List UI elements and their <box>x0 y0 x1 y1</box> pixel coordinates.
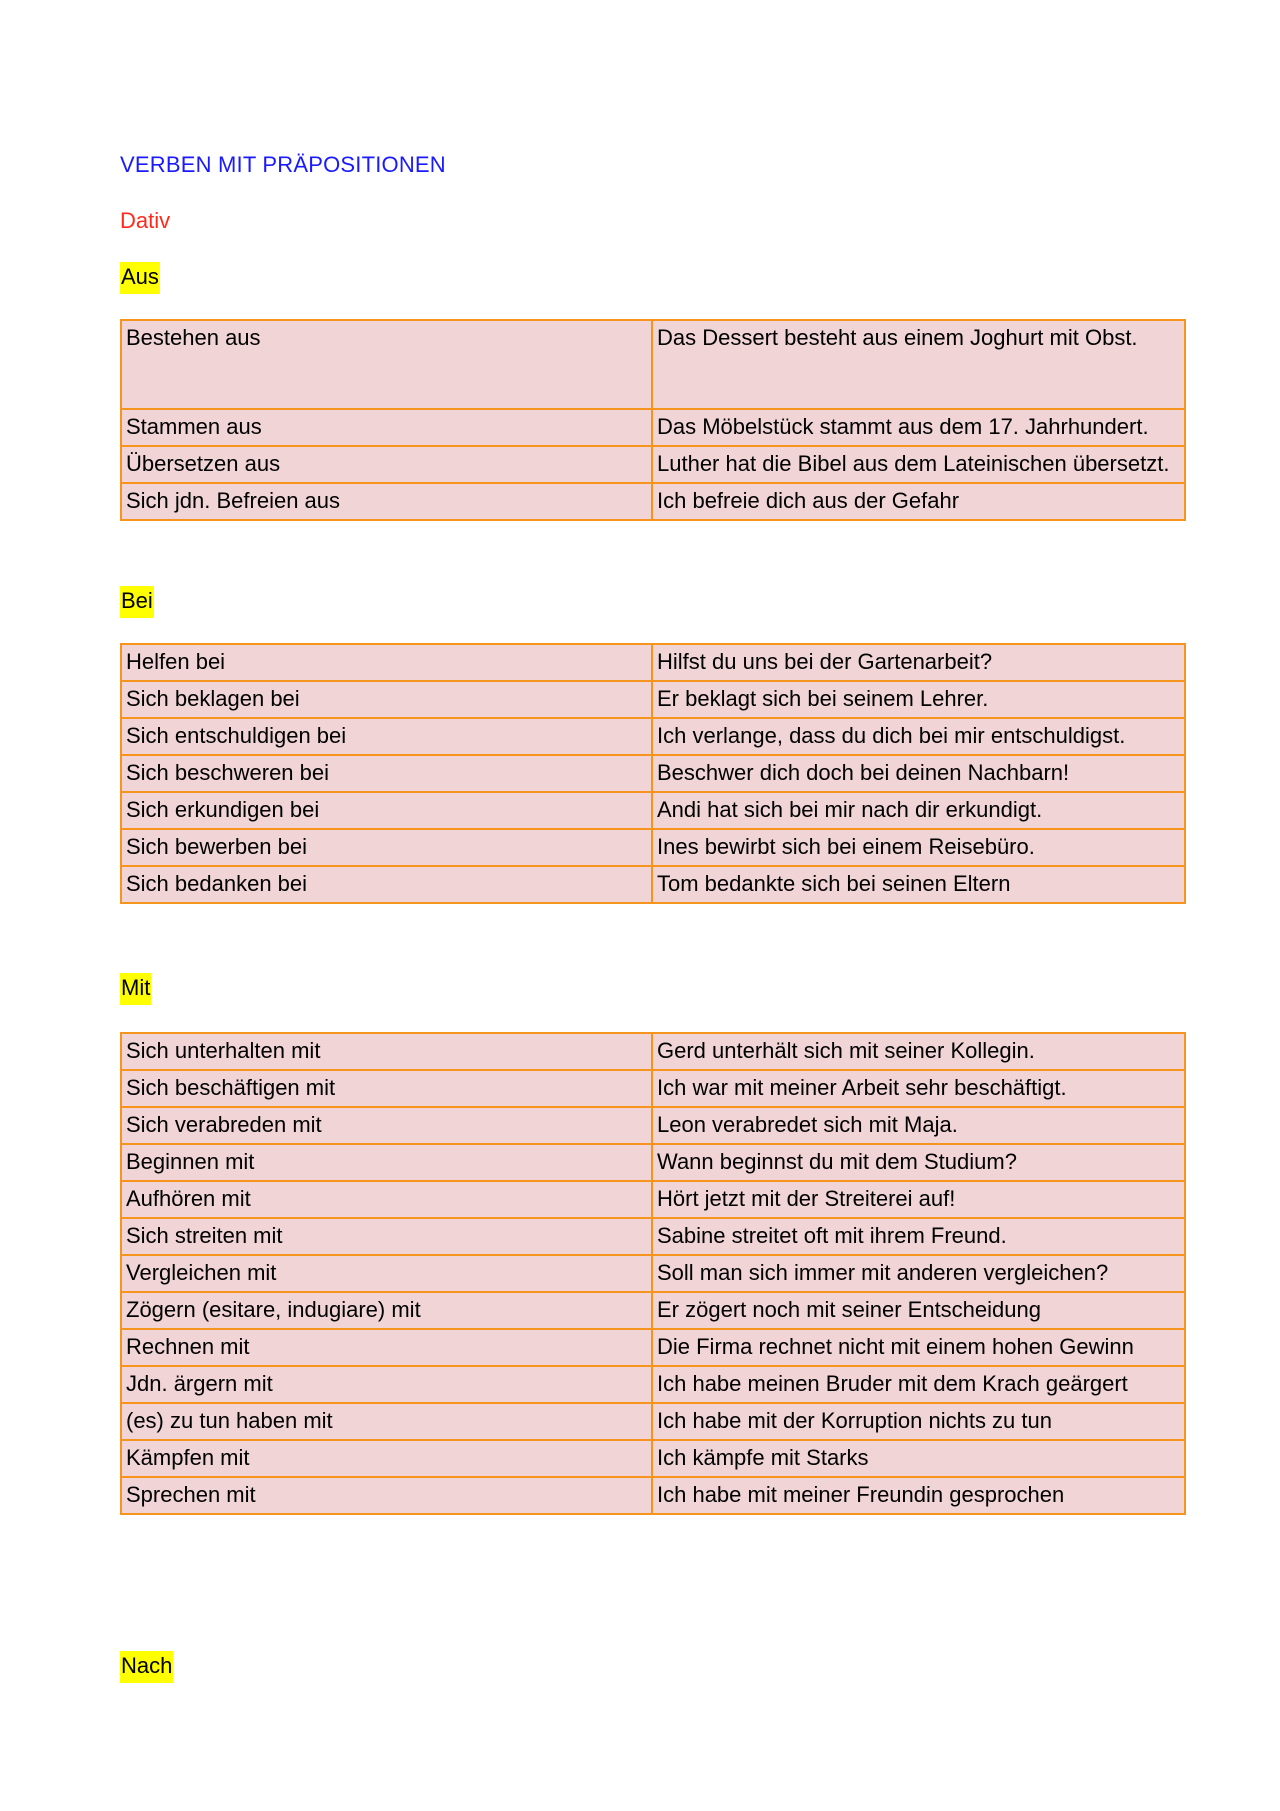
verb-cell: Sich beschweren bei <box>121 755 652 792</box>
table-row <box>121 409 1185 446</box>
table-row <box>121 718 1185 755</box>
table-row <box>121 681 1185 718</box>
verb-cell: Zögern (esitare, indugiare) mit <box>121 1292 652 1329</box>
verb-cell: Aufhören mit <box>121 1181 652 1218</box>
verb-cell: Übersetzen aus <box>121 446 652 483</box>
example-cell: Andi hat sich bei mir nach dir erkundigt. <box>652 792 1185 829</box>
table-row <box>121 1070 1185 1107</box>
page-title: VERBEN MIT PRÄPOSITIONEN <box>120 152 446 177</box>
table-row <box>121 1255 1185 1292</box>
example-cell: Ich habe mit meiner Freundin gesprochen <box>652 1477 1185 1514</box>
example-cell: Ines bewirbt sich bei einem Reisebüro. <box>652 829 1185 866</box>
example-cell: Sabine streitet oft mit ihrem Freund. <box>652 1218 1185 1255</box>
example-cell: Wann beginnst du mit dem Studium? <box>652 1144 1185 1181</box>
example-cell: Ich kämpfe mit Starks <box>652 1440 1185 1477</box>
verb-cell: Sich bedanken bei <box>121 866 652 903</box>
verb-cell: Sich verabreden mit <box>121 1107 652 1144</box>
case-label: Dativ <box>120 208 171 233</box>
example-cell: Leon verabredet sich mit Maja. <box>652 1107 1185 1144</box>
table-row <box>121 829 1185 866</box>
table-row <box>121 1329 1185 1366</box>
example-cell: Soll man sich immer mit anderen vergleichen? <box>652 1255 1185 1292</box>
example-cell: Das Dessert besteht aus einem Joghurt mit Obst. <box>652 320 1185 409</box>
section-heading-bei: Bei <box>120 586 154 618</box>
table-row <box>121 644 1185 681</box>
section-heading-mit: Mit <box>120 973 151 1005</box>
verb-cell: Stammen aus <box>121 409 652 446</box>
example-cell: Beschwer dich doch bei deinen Nachbarn! <box>652 755 1185 792</box>
example-cell: Tom bedankte sich bei seinen Eltern <box>652 866 1185 903</box>
verb-cell: Sich jdn. Befreien aus <box>121 483 652 520</box>
example-cell: Luther hat die Bibel aus dem Lateinischen übersetzt. <box>652 446 1185 483</box>
verb-table-bei <box>120 643 1186 904</box>
verb-cell: Rechnen mit <box>121 1329 652 1366</box>
table-row <box>121 1033 1185 1070</box>
table-row <box>121 755 1185 792</box>
table-row <box>121 866 1185 903</box>
verb-cell: Sich bewerben bei <box>121 829 652 866</box>
table-row <box>121 446 1185 483</box>
example-cell: Ich war mit meiner Arbeit sehr beschäftigt. <box>652 1070 1185 1107</box>
example-cell: Hört jetzt mit der Streiterei auf! <box>652 1181 1185 1218</box>
table-row <box>121 1144 1185 1181</box>
verb-cell: Sich entschuldigen bei <box>121 718 652 755</box>
table-row <box>121 1403 1185 1440</box>
example-cell: Ich befreie dich aus der Gefahr <box>652 483 1185 520</box>
table-row <box>121 1292 1185 1329</box>
verb-cell: Kämpfen mit <box>121 1440 652 1477</box>
verb-cell: Sich beschäftigen mit <box>121 1070 652 1107</box>
table-row <box>121 320 1185 409</box>
example-cell: Gerd unterhält sich mit seiner Kollegin. <box>652 1033 1185 1070</box>
table-row <box>121 1218 1185 1255</box>
example-cell: Er beklagt sich bei seinem Lehrer. <box>652 681 1185 718</box>
table-row <box>121 792 1185 829</box>
verb-cell: Sprechen mit <box>121 1477 652 1514</box>
example-cell: Ich verlange, dass du dich bei mir entschuldigst. <box>652 718 1185 755</box>
example-cell: Ich habe meinen Bruder mit dem Krach geärgert <box>652 1366 1185 1403</box>
verb-cell: Sich erkundigen bei <box>121 792 652 829</box>
verb-cell: Jdn. ärgern mit <box>121 1366 652 1403</box>
verb-table-mit <box>120 1032 1186 1515</box>
verb-cell: Sich unterhalten mit <box>121 1033 652 1070</box>
table-row <box>121 1440 1185 1477</box>
example-cell: Er zögert noch mit seiner Entscheidung <box>652 1292 1185 1329</box>
section-heading-nach: Nach <box>120 1651 173 1683</box>
verb-cell: (es) zu tun haben mit <box>121 1403 652 1440</box>
verb-cell: Helfen bei <box>121 644 652 681</box>
example-cell: Das Möbelstück stammt aus dem 17. Jahrhundert. <box>652 409 1185 446</box>
section-heading-aus: Aus <box>120 262 160 294</box>
example-cell: Hilfst du uns bei der Gartenarbeit? <box>652 644 1185 681</box>
table-row <box>121 1181 1185 1218</box>
table-row <box>121 1107 1185 1144</box>
example-cell: Ich habe mit der Korruption nichts zu tun <box>652 1403 1185 1440</box>
table-row <box>121 1477 1185 1514</box>
verb-table-aus <box>120 319 1186 521</box>
verb-cell: Bestehen aus <box>121 320 652 409</box>
verb-cell: Beginnen mit <box>121 1144 652 1181</box>
verb-cell: Vergleichen mit <box>121 1255 652 1292</box>
verb-cell: Sich beklagen bei <box>121 681 652 718</box>
verb-cell: Sich streiten mit <box>121 1218 652 1255</box>
table-row <box>121 483 1185 520</box>
example-cell: Die Firma rechnet nicht mit einem hohen Gewinn <box>652 1329 1185 1366</box>
table-row <box>121 1366 1185 1403</box>
